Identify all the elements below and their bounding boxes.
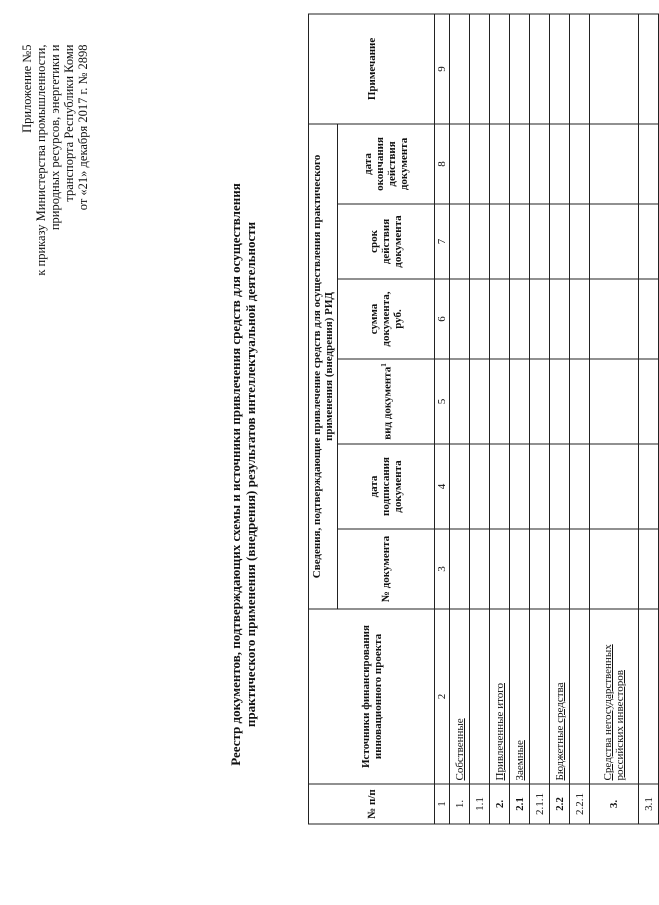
footnote-mark: 1 bbox=[380, 363, 389, 367]
table-row bbox=[590, 14, 639, 824]
table-row bbox=[530, 14, 550, 824]
table-row bbox=[570, 14, 590, 824]
cell bbox=[490, 204, 510, 279]
cell bbox=[530, 14, 550, 124]
column-number: 5 bbox=[435, 359, 450, 444]
cell bbox=[470, 529, 490, 609]
cell bbox=[470, 14, 490, 124]
row-source: Средства негосударственных российских инвесторов bbox=[590, 609, 639, 784]
cell bbox=[470, 444, 490, 529]
cell bbox=[570, 204, 590, 279]
header-doc-type bbox=[338, 359, 435, 444]
row-source: Привлеченные итого bbox=[490, 609, 510, 784]
cell bbox=[639, 124, 659, 204]
header-sign-date: дата подписания документа bbox=[338, 444, 435, 529]
appendix-line: транспорта Республики Коми bbox=[62, 44, 76, 202]
row-number: 1. bbox=[450, 784, 470, 824]
cell bbox=[590, 359, 639, 444]
cell bbox=[530, 279, 550, 359]
column-number: 6 bbox=[435, 279, 450, 359]
cell bbox=[510, 204, 530, 279]
row-source bbox=[470, 609, 490, 784]
header-end-date: дата окончания действия документа bbox=[338, 124, 435, 204]
row-number: 2.1.1 bbox=[530, 784, 550, 824]
cell bbox=[590, 279, 639, 359]
cell bbox=[550, 204, 570, 279]
appendix-note bbox=[20, 45, 90, 305]
header-row-1 bbox=[309, 14, 338, 824]
row-number: 2.2.1 bbox=[570, 784, 590, 824]
cell bbox=[570, 359, 590, 444]
row-number: 2.2 bbox=[550, 784, 570, 824]
cell bbox=[639, 359, 659, 444]
row-source bbox=[639, 609, 659, 784]
cell bbox=[530, 204, 550, 279]
appendix-line: Приложение №5 bbox=[20, 44, 34, 133]
cell bbox=[490, 124, 510, 204]
cell bbox=[590, 444, 639, 529]
row-source bbox=[530, 609, 550, 784]
cell bbox=[450, 124, 470, 204]
cell bbox=[450, 529, 470, 609]
row-source bbox=[570, 609, 590, 784]
cell bbox=[470, 359, 490, 444]
column-number-row bbox=[435, 14, 450, 824]
table-row bbox=[470, 14, 490, 824]
header-note: Примечание bbox=[309, 14, 435, 124]
cell bbox=[550, 279, 570, 359]
row-source: Заемные bbox=[510, 609, 530, 784]
cell bbox=[639, 444, 659, 529]
cell bbox=[550, 14, 570, 124]
cell bbox=[570, 14, 590, 124]
column-number: 2 bbox=[435, 609, 450, 784]
header-num: № п/п bbox=[309, 784, 435, 824]
cell bbox=[470, 204, 490, 279]
cell bbox=[550, 444, 570, 529]
cell bbox=[450, 279, 470, 359]
column-number: 1 bbox=[435, 784, 450, 824]
column-number: 3 bbox=[435, 529, 450, 609]
header-doc-type-text: вид документа bbox=[381, 366, 394, 440]
cell bbox=[470, 124, 490, 204]
row-number: 2. bbox=[490, 784, 510, 824]
cell bbox=[510, 444, 530, 529]
table-row bbox=[639, 14, 659, 824]
cell bbox=[570, 124, 590, 204]
cell bbox=[590, 124, 639, 204]
cell bbox=[510, 529, 530, 609]
table-row bbox=[510, 14, 530, 824]
cell bbox=[490, 14, 510, 124]
cell bbox=[590, 529, 639, 609]
column-number: 8 bbox=[435, 124, 450, 204]
table-row bbox=[450, 14, 470, 824]
cell bbox=[550, 124, 570, 204]
cell bbox=[510, 359, 530, 444]
cell bbox=[490, 279, 510, 359]
cell bbox=[570, 529, 590, 609]
cell bbox=[450, 204, 470, 279]
cell bbox=[490, 359, 510, 444]
appendix-line: к приказу Министерства промышленности, bbox=[34, 44, 48, 276]
cell bbox=[550, 529, 570, 609]
header-validity: срок действия документа bbox=[338, 204, 435, 279]
header-group: Сведения, подтверждающие привлечение средств для осуществления практического применения (внедрения) РИД bbox=[309, 124, 338, 609]
row-number: 1.1 bbox=[470, 784, 490, 824]
cell bbox=[530, 529, 550, 609]
table-row bbox=[490, 14, 510, 824]
cell bbox=[590, 204, 639, 279]
row-source: Бюджетные средства bbox=[550, 609, 570, 784]
cell bbox=[490, 529, 510, 609]
cell bbox=[570, 279, 590, 359]
document-title bbox=[228, 125, 258, 825]
cell bbox=[490, 444, 510, 529]
cell bbox=[450, 14, 470, 124]
cell bbox=[550, 359, 570, 444]
row-source: Собственные bbox=[450, 609, 470, 784]
cell bbox=[470, 279, 490, 359]
header-doc-number: № документа bbox=[338, 529, 435, 609]
appendix-line: природных ресурсов, энергетики и bbox=[48, 44, 62, 231]
column-number: 9 bbox=[435, 14, 450, 124]
table-row bbox=[550, 14, 570, 824]
cell bbox=[510, 14, 530, 124]
row-number: 3.1 bbox=[639, 784, 659, 824]
cell bbox=[510, 279, 530, 359]
title-line: практического применения (внедрения) результатов интеллектуальной деятельности bbox=[243, 221, 258, 728]
appendix-line: от «21» декабря 2017 г. № 2898 bbox=[76, 44, 90, 211]
cell bbox=[639, 279, 659, 359]
cell bbox=[450, 444, 470, 529]
cell bbox=[639, 529, 659, 609]
cell bbox=[639, 204, 659, 279]
header-sum: сумма документа, руб. bbox=[338, 279, 435, 359]
cell bbox=[510, 124, 530, 204]
column-number: 7 bbox=[435, 204, 450, 279]
cell bbox=[450, 359, 470, 444]
title-line: Реестр документов, подтверждающих схемы и источники привлечения средств для осуществления bbox=[228, 183, 243, 766]
cell bbox=[639, 14, 659, 124]
header-source: Источники финансирования инновационного проекта bbox=[309, 609, 435, 784]
cell bbox=[570, 444, 590, 529]
row-number: 2.1 bbox=[510, 784, 530, 824]
column-number: 4 bbox=[435, 444, 450, 529]
cell bbox=[590, 14, 639, 124]
row-number: 3. bbox=[590, 784, 639, 824]
registry-table bbox=[308, 13, 659, 824]
cell bbox=[530, 359, 550, 444]
cell bbox=[530, 124, 550, 204]
cell bbox=[530, 444, 550, 529]
